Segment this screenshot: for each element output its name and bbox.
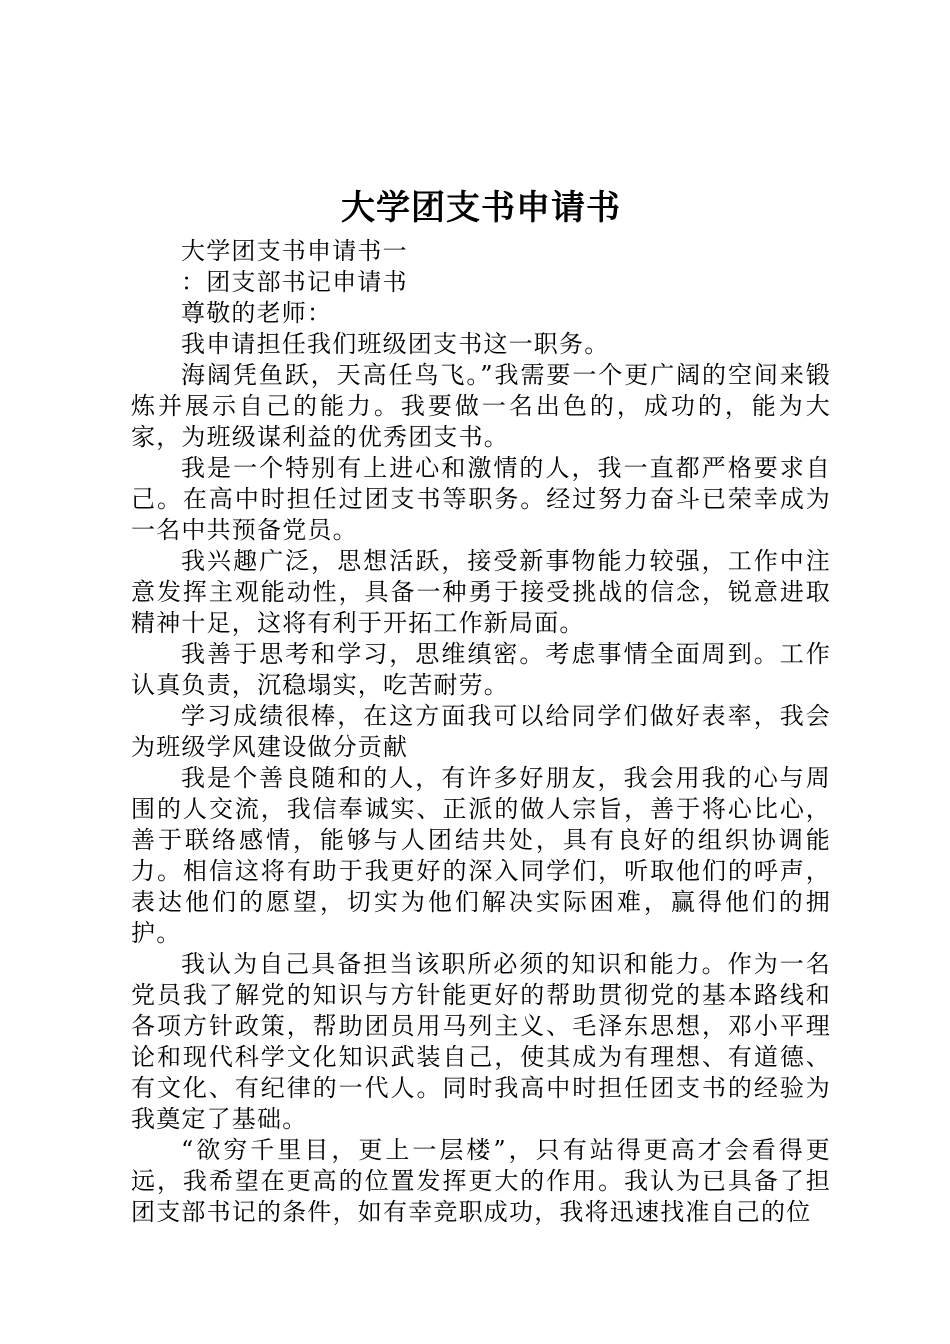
paragraph-subtitle: ：团支部书记申请书 (181, 268, 408, 296)
document-page (131, 180, 831, 1228)
document-title: 大学团支书申请书 (341, 188, 621, 228)
paragraph: 我是个善良随和的人，有许多好朋友，我会用我的心与周围的人交流，我信奉诚实、正派的做人宗旨，善于将心比心，善于联络感情，能够与人团结共处，具有良好的组织协调能力。相信这将有助于我更好的深入同学们，听取他们的呼声，表达他们的愿望，切实为他们解决实际困难，赢得他们的拥护。 (131, 764, 831, 947)
paragraph: 我兴趣广泛，思想活跃，接受新事物能力较强，工作中注意发挥主观能动性，具备一种勇于接受挑战的信念，锐意进取精神十足，这将有利于开拓工作新局面。 (131, 547, 831, 637)
paragraph: “欲穷千里目，更上一层楼”，只有站得更高才会看得更远，我希望在更高的位置发挥更大的作用。我认为已具备了担团支部书记的条件，如有幸竞职成功，我将迅速找准自己的位 (131, 1136, 831, 1226)
paragraph: 学习成绩很棒，在这方面我可以给同学们做好表率，我会为班级学风建设做分贡献 (131, 702, 831, 761)
paragraph: 我申请担任我们班级团支书这一职务。 (181, 330, 610, 358)
paragraph: 我认为自己具备担当该职所必须的知识和能力。作为一名党员我了解党的知识与方针能更好的帮助贯彻党的基本路线和各项方针政策，帮助团员用马列主义、毛泽东思想，邓小平理论和现代科学文化知识武装自己，使其成为有理想、有道德、有文化、有纪律的一代人。同时我高中时担任团支书的经验为我奠定了基础。 (131, 950, 831, 1133)
paragraph: 我是一个特别有上进心和激情的人，我一直都严格要求自己。在高中时担任过团支书等职务。经过努力奋斗已荣幸成为一名中共预备党员。 (131, 454, 831, 544)
paragraph: 海阔凭鱼跃，天高任鸟飞。”我需要一个更广阔的空间来锻炼并展示自己的能力。我要做一名出色的，成功的，能为大家，为班级谋利益的优秀团支书。 (131, 361, 831, 451)
paragraph: 我善于思考和学习，思维缜密。考虑事情全面周到。工作认真负责，沉稳塌实，吃苦耐劳。 (131, 640, 831, 699)
paragraph-heading: 大学团支书申请书一 (181, 237, 408, 265)
paragraph-salutation: 尊敬的老师： (181, 299, 333, 327)
